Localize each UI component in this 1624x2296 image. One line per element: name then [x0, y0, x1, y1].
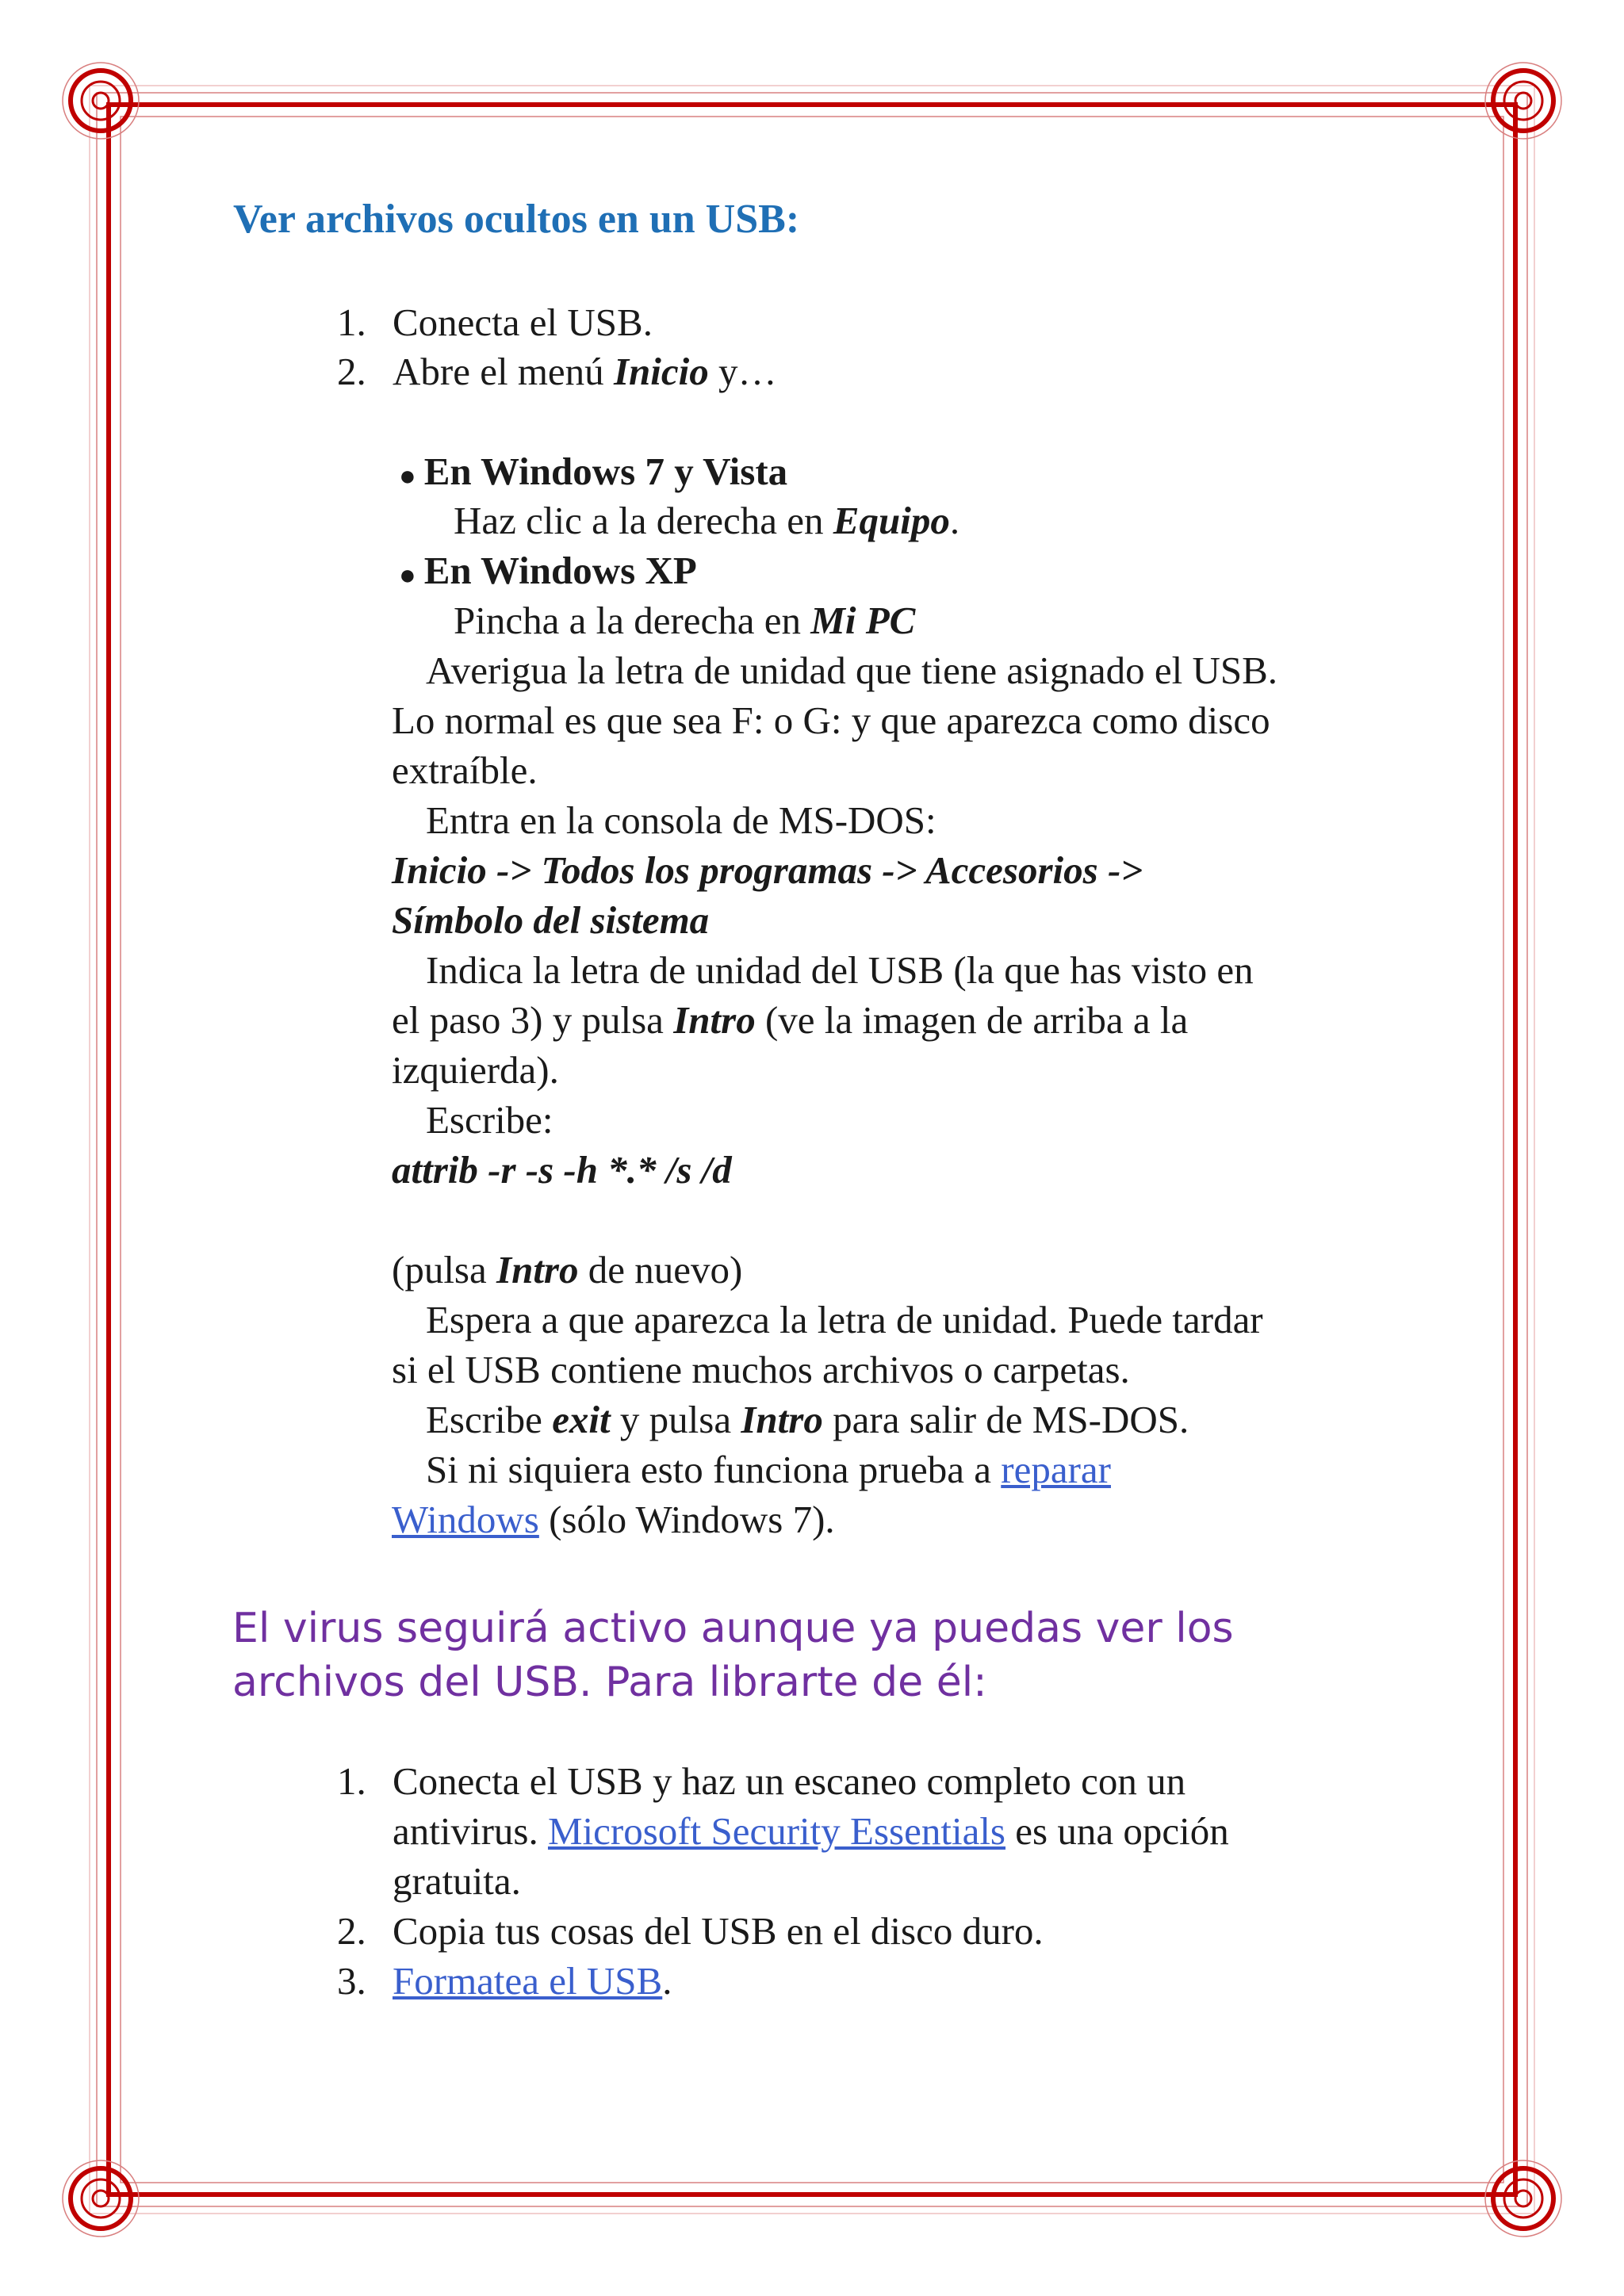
link-reparar[interactable]: reparar: [1001, 1448, 1111, 1491]
para3-line2: el paso 3) y pulsa Intro (ve la imagen de arriba a la: [392, 998, 1189, 1042]
windowsxp-instruction: Pincha a la derecha en Mi PC: [454, 599, 916, 642]
bullet-dot-icon: ●: [399, 558, 416, 591]
bullet-windowsxp: ● En Windows XP: [399, 549, 697, 592]
list-number: 3.: [337, 1959, 366, 2003]
list2-item-1-line3: gratuita.: [393, 1859, 521, 1903]
heading-virus-warning: El virus seguirá activo aunque ya puedas ver los archivos del USB. Para librarte de él:: [232, 1605, 1234, 1706]
list2-item-2: 2. Copia tus cosas del USB en el disco duro.: [337, 1909, 1044, 1953]
list2-item-3: 3. Formatea el USB.: [337, 1959, 672, 2003]
list-number: 1.: [337, 1759, 366, 1803]
para3-line1: Indica la letra de unidad del USB (la que has visto en: [426, 948, 1254, 992]
link-formatea-usb[interactable]: Formatea el USB: [393, 1959, 663, 2003]
bullet-windows7: ● En Windows 7 y Vista: [399, 450, 788, 493]
list-number: 2.: [337, 1909, 366, 1953]
heading-hidden-files: Ver archivos ocultos en un USB:: [233, 197, 800, 242]
para2-line1: Entra en la consola de MS-DOS:: [426, 798, 936, 842]
para5-line1: Espera a que aparezca la letra de unidad. Puede tardar: [426, 1298, 1263, 1341]
link-microsoft-security-essentials[interactable]: Microsoft Security Essentials: [547, 1809, 1006, 1853]
attrib-command: attrib -r -s -h *.* /s /d: [392, 1148, 732, 1192]
para1-line2: Lo normal es que sea F: o G: y que aparezca como disco: [392, 698, 1270, 742]
para7-line2: Windows (sólo Windows 7).: [392, 1498, 835, 1541]
bullet-dot-icon: ●: [399, 459, 416, 492]
para1-line3: extraíble.: [392, 748, 538, 792]
para4-line1: Escribe:: [426, 1098, 553, 1142]
para4-line3: (pulsa Intro de nuevo): [392, 1248, 743, 1292]
menu-path: Inicio -> Todos los programas -> Accesorios ->: [392, 848, 1143, 892]
inicio-emphasis: Inicio: [613, 350, 709, 393]
menu-path-end: Símbolo del sistema: [392, 898, 710, 942]
para1-line1: Averigua la letra de unidad que tiene asignado el USB.: [426, 649, 1278, 692]
list-number: 2.: [337, 350, 366, 393]
para5-line2: si el USB contiene muchos archivos o carpetas.: [392, 1348, 1130, 1391]
para3-line3: izquierda).: [392, 1048, 559, 1092]
list-number: 1.: [337, 300, 366, 344]
windows7-instruction: Haz clic a la derecha en Equipo.: [454, 499, 960, 542]
list1-item-1: [337, 298, 653, 347]
list2-item-1: 1. Conecta el USB y haz un escaneo completo con un: [337, 1759, 1186, 1803]
list1-item-2: 2. Abre el menú Inicio y…: [337, 350, 777, 393]
para6-line1: Escribe exit y pulsa Intro para salir de MS-DOS.: [426, 1398, 1189, 1441]
para7-line1: Si ni siquiera esto funciona prueba a reparar: [426, 1448, 1111, 1491]
list-text: Conecta el USB.: [393, 300, 653, 344]
list2-item-1-line2: antivirus. Microsoft Security Essentials es una opción: [393, 1809, 1229, 1853]
link-windows[interactable]: Windows: [392, 1498, 539, 1541]
